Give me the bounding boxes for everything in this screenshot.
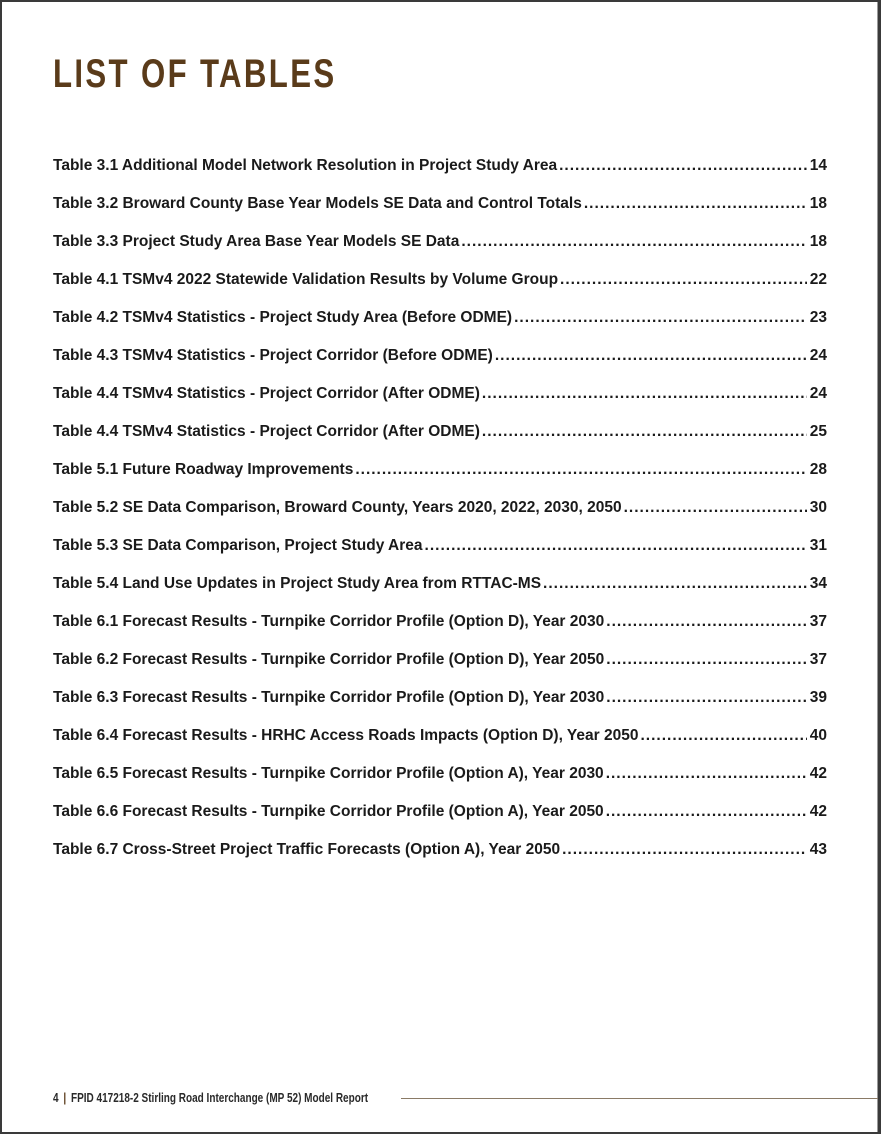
dot-leader <box>495 347 807 365</box>
toc-entry-label: Table 4.4 TSMv4 Statistics - Project Corridor (After ODME) <box>53 385 480 402</box>
toc-entry[interactable] <box>53 271 827 309</box>
dot-leader <box>584 195 807 213</box>
toc-entry-label: Table 4.3 TSMv4 Statistics - Project Corridor (Before ODME) <box>53 347 493 364</box>
toc-entry[interactable] <box>53 423 827 461</box>
toc-entry-label: Table 6.1 Forecast Results - Turnpike Corridor Profile (Option D), Year 2030 <box>53 613 605 630</box>
toc-entry[interactable] <box>53 157 827 195</box>
toc-entry-page: 23 <box>809 309 827 326</box>
dot-leader <box>514 309 807 327</box>
toc-entry-page: 18 <box>809 195 827 212</box>
toc-entry[interactable] <box>53 575 827 613</box>
toc-entry-page: 37 <box>809 613 827 630</box>
toc-entry[interactable] <box>53 195 827 233</box>
toc-entry-page: 30 <box>809 499 827 516</box>
dot-leader <box>560 271 807 289</box>
toc-entry-page: 39 <box>809 689 827 706</box>
toc-entry[interactable] <box>53 233 827 271</box>
toc-entry[interactable] <box>53 689 827 727</box>
toc-entry-page: 24 <box>809 347 827 364</box>
toc-entry[interactable] <box>53 613 827 651</box>
toc-entry-label: Table 6.6 Forecast Results - Turnpike Corridor Profile (Option A), Year 2050 <box>53 803 604 820</box>
dot-leader <box>606 803 807 821</box>
toc-entry[interactable] <box>53 347 827 385</box>
toc-entry-label: Table 6.7 Cross-Street Project Traffic Forecasts (Option A), Year 2050 <box>53 841 561 858</box>
toc-entry-label: Table 3.1 Additional Model Network Resolution in Project Study Area <box>53 157 558 174</box>
toc-entry-label: Table 5.4 Land Use Updates in Project Study Area from RTTAC-MS <box>53 575 542 592</box>
dot-leader <box>461 233 806 251</box>
toc-entry-page: 14 <box>809 157 827 174</box>
dot-leader <box>606 613 806 631</box>
toc-entry-label: Table 4.2 TSMv4 Statistics - Project Study Area (Before ODME) <box>53 309 513 326</box>
toc-entry[interactable] <box>53 727 827 765</box>
toc-entry-page: 31 <box>809 537 827 554</box>
toc-entry-page: 28 <box>809 461 827 478</box>
footer-document-title: FPID 417218-2 Stirling Road Interchange (MP 52) Model Report <box>70 1091 369 1105</box>
dot-leader <box>606 765 807 783</box>
dot-leader <box>606 651 806 669</box>
dot-leader <box>559 157 807 175</box>
toc-entry[interactable] <box>53 537 827 575</box>
toc-entry[interactable] <box>53 461 827 499</box>
toc-entry-label: Table 4.1 TSMv4 2022 Statewide Validation Results by Volume Group <box>53 271 559 288</box>
dot-leader <box>640 727 806 745</box>
dot-leader <box>482 385 807 403</box>
toc-entry-label: Table 3.3 Project Study Area Base Year Models SE Data <box>53 233 460 250</box>
dot-leader <box>624 499 807 517</box>
footer-separator: | <box>63 1091 67 1105</box>
toc-entry-label: Table 6.4 Forecast Results - HRHC Access Roads Impacts (Option D), Year 2050 <box>53 727 639 744</box>
toc-entry[interactable] <box>53 765 827 803</box>
toc-entry-page: 18 <box>809 233 827 250</box>
toc-entry-page: 25 <box>809 423 827 440</box>
footer-rule <box>401 1098 878 1099</box>
toc-entry[interactable] <box>53 803 827 841</box>
footer-text <box>53 1091 368 1105</box>
toc-entry-page: 37 <box>809 651 827 668</box>
toc-entry[interactable] <box>53 499 827 537</box>
dot-leader <box>543 575 807 593</box>
toc-entry-page: 22 <box>809 271 827 288</box>
toc-entry[interactable] <box>53 309 827 347</box>
table-list <box>53 157 827 879</box>
toc-entry-page: 42 <box>809 803 827 820</box>
toc-entry-label: Table 5.1 Future Roadway Improvements <box>53 461 354 478</box>
toc-entry-page: 43 <box>809 841 827 858</box>
toc-entry-label: Table 4.4 TSMv4 Statistics - Project Corridor (After ODME) <box>53 423 480 440</box>
toc-entry-page: 24 <box>809 385 827 402</box>
document-page <box>2 2 878 1132</box>
dot-leader <box>425 537 807 555</box>
dot-leader <box>606 689 806 707</box>
dot-leader <box>482 423 807 441</box>
dot-leader <box>562 841 807 859</box>
toc-entry-page: 42 <box>809 765 827 782</box>
toc-entry-label: Table 6.3 Forecast Results - Turnpike Corridor Profile (Option D), Year 2030 <box>53 689 605 706</box>
toc-entry-label: Table 5.3 SE Data Comparison, Project Study Area <box>53 537 423 554</box>
toc-entry[interactable] <box>53 385 827 423</box>
toc-entry-page: 40 <box>809 727 827 744</box>
toc-entry[interactable] <box>53 651 827 689</box>
toc-entry-label: Table 5.2 SE Data Comparison, Broward County, Years 2020, 2022, 2030, 2050 <box>53 499 622 516</box>
toc-entry-page: 34 <box>809 575 827 592</box>
page-title: LIST OF TABLES <box>53 52 337 96</box>
dot-leader <box>355 461 806 479</box>
footer-page-number: 4 <box>53 1091 59 1105</box>
toc-entry[interactable] <box>53 841 827 879</box>
toc-entry-label: Table 3.2 Broward County Base Year Models SE Data and Control Totals <box>53 195 582 212</box>
toc-entry-label: Table 6.2 Forecast Results - Turnpike Corridor Profile (Option D), Year 2050 <box>53 651 605 668</box>
page-footer <box>53 1091 878 1105</box>
toc-entry-label: Table 6.5 Forecast Results - Turnpike Corridor Profile (Option A), Year 2030 <box>53 765 604 782</box>
